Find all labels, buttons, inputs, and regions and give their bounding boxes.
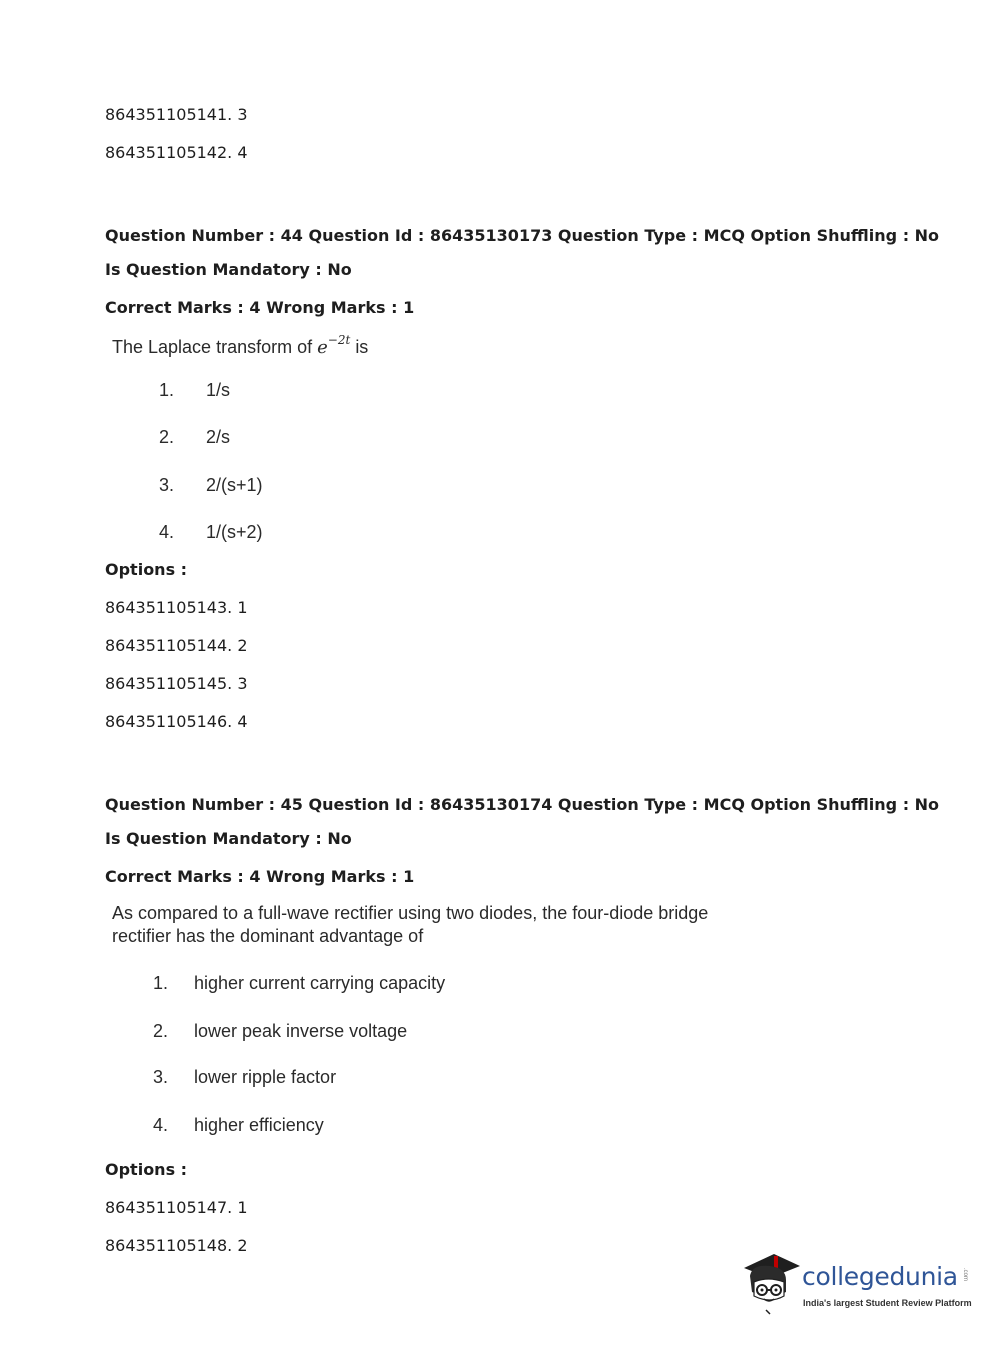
choice-text: lower ripple factor: [194, 1067, 337, 1087]
q44-choice-3: [159, 474, 359, 496]
q45-choice-4: [153, 1114, 553, 1136]
q44-marks: Correct Marks : 4 Wrong Marks : 1: [105, 298, 415, 317]
choice-number: 4.: [153, 1115, 169, 1135]
q45-option-1: 864351105147. 1: [105, 1198, 248, 1217]
q44-option-3: 864351105145. 3: [105, 674, 248, 693]
q44-mandatory: Is Question Mandatory : No: [105, 260, 352, 279]
q45-marks: Correct Marks : 4 Wrong Marks : 1: [105, 867, 415, 886]
logo-tagline: India's largest Student Review Platform: [803, 1298, 972, 1308]
q44-question-suffix: is: [355, 337, 369, 357]
q44-choice-2: [159, 426, 359, 448]
q44-option-2: 864351105144. 2: [105, 636, 248, 655]
choice-text: 1/(s+2): [206, 522, 263, 542]
collegedunia-logo[interactable]: [740, 1248, 975, 1320]
q45-choice-3: [153, 1066, 553, 1088]
q44-math-exponent: −2t: [327, 333, 351, 347]
mascot-icon: [740, 1248, 802, 1318]
prev-option-1: 864351105141. 3: [105, 105, 248, 124]
logo-wordmark: collegedunia: [802, 1262, 958, 1291]
choice-number: 3.: [159, 475, 175, 495]
choice-number: 1.: [153, 973, 169, 993]
q45-choice-1: [153, 972, 553, 994]
q45-question-line-1: As compared to a full-wave rectifier using two diodes, the four-diode bridge: [112, 903, 709, 923]
q45-header: Question Number : 45 Question Id : 86435130174 Question Type : MCQ Option Shuffling : No: [105, 795, 940, 814]
choice-text: 1/s: [206, 380, 231, 400]
choice-number: 2.: [153, 1021, 169, 1041]
q44-choice-4: [159, 521, 359, 543]
choice-number: 2.: [159, 427, 175, 447]
choice-text: higher current carrying capacity: [194, 973, 446, 993]
prev-option-2: 864351105142. 4: [105, 143, 248, 162]
q44-question-text: [112, 331, 368, 359]
q44-options-label: Options :: [105, 560, 188, 579]
logo-dotcom: .com: [962, 1268, 968, 1282]
q44-question-prefix: The Laplace transform of: [112, 337, 313, 357]
q44-option-1: 864351105143. 1: [105, 598, 248, 617]
choice-number: 4.: [159, 522, 175, 542]
q45-choice-2: [153, 1020, 553, 1042]
choice-number: 3.: [153, 1067, 169, 1087]
q44-math-base: e: [317, 337, 328, 358]
choice-text: 2/s: [206, 427, 231, 447]
q45-question-line-2: rectifier has the dominant advantage of: [112, 926, 424, 946]
choice-text: lower peak inverse voltage: [194, 1021, 408, 1041]
choice-number: 1.: [159, 380, 175, 400]
choice-text: higher efficiency: [194, 1115, 324, 1135]
q44-header: Question Number : 44 Question Id : 86435130173 Question Type : MCQ Option Shuffling : No: [105, 226, 940, 245]
q44-math-expression: [317, 333, 351, 358]
q45-mandatory: Is Question Mandatory : No: [105, 829, 352, 848]
choice-text: 2/(s+1): [206, 475, 263, 495]
q44-option-4: 864351105146. 4: [105, 712, 248, 731]
q45-options-label: Options :: [105, 1160, 188, 1179]
q45-option-2: 864351105148. 2: [105, 1236, 248, 1255]
q44-choice-1: [159, 379, 359, 401]
